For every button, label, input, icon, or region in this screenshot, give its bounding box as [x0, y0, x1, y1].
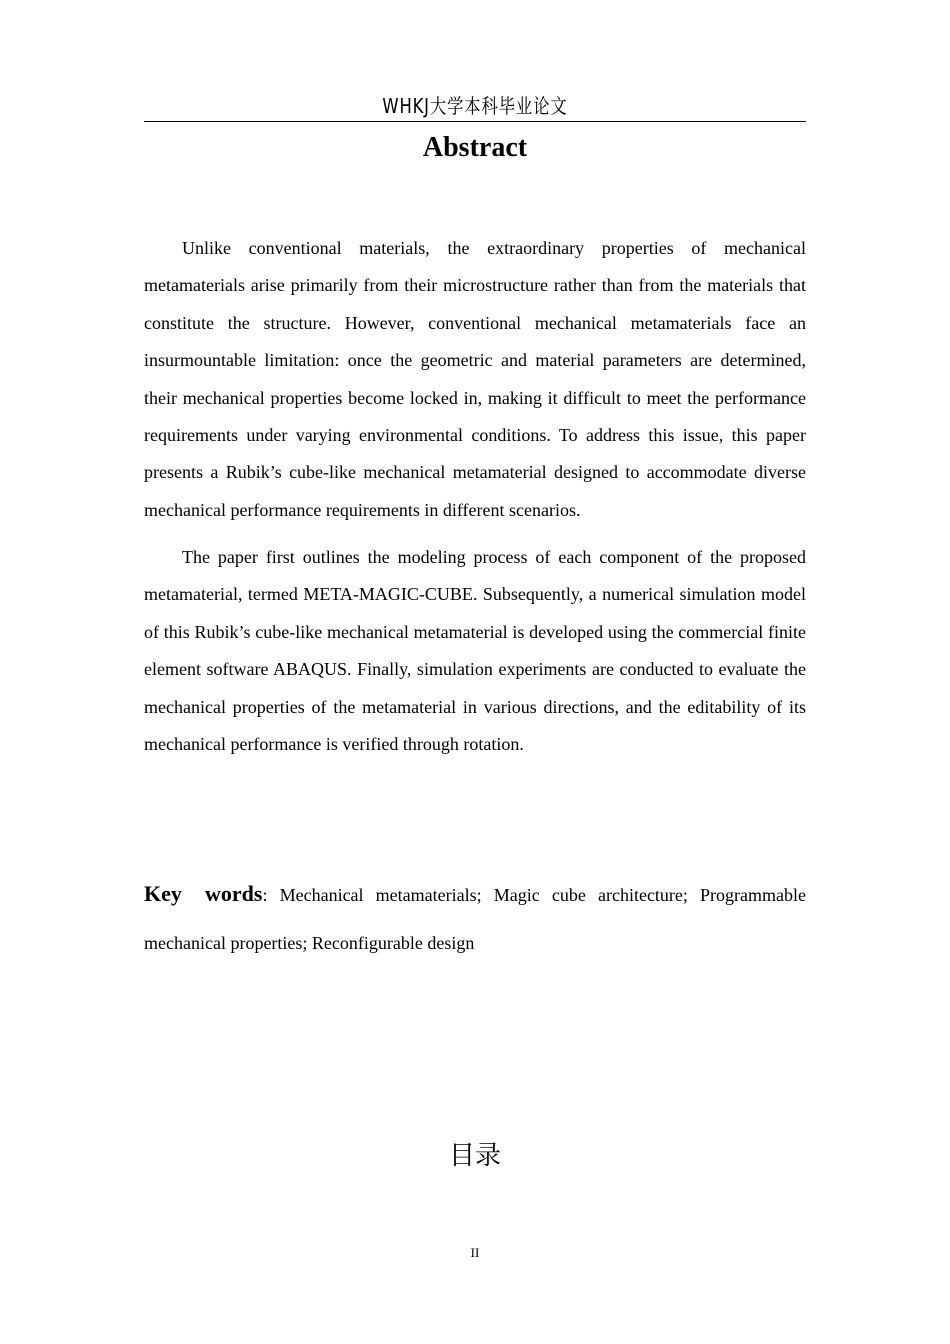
toc-heading: 目录 — [448, 1141, 501, 1171]
page-number: II — [470, 1245, 480, 1260]
keywords-text: : Mechanical metamaterials; Magic cube architecture; Programmable mechanical properties; Reconfigurable design — [144, 885, 807, 953]
page-header-title: WHKJ大学本科毕业论文 — [382, 94, 568, 118]
header-divider — [144, 121, 806, 122]
keywords-label: Key words — [144, 881, 263, 906]
abstract-paragraph-2: The paper first outlines the modeling process of each component of the proposed metamaterial, termed META-MAGIC-CUBE. Subsequently, a numerical simulation model of this Rubik’s cube-like mechanical metamaterial is developed using the commercial finite element software ABAQUS. Finally, simulation experiments are conducted to evaluate the mechanical properties of the metamaterial in various directions, and the editability of its mechanical performance is verified through rotation. — [144, 547, 806, 755]
abstract-heading: Abstract — [422, 132, 528, 163]
abstract-paragraph-1: Unlike conventional materials, the extraordinary properties of mechanical metamaterials arise primarily from their microstructure rather than from the materials that constitute the structure. However, conventional mechanical metamaterials face an insurmountable limitation: once the geometric and material parameters are determined, their mechanical properties become locked in, making it difficult to meet the performance requirements under varying environmental conditions. To address this issue, this paper presents a Rubik’s cube-like mechanical metamaterial designed to accommodate diverse mechanical performance requirements in different scenarios. — [144, 238, 806, 520]
keywords-line — [144, 870, 806, 967]
